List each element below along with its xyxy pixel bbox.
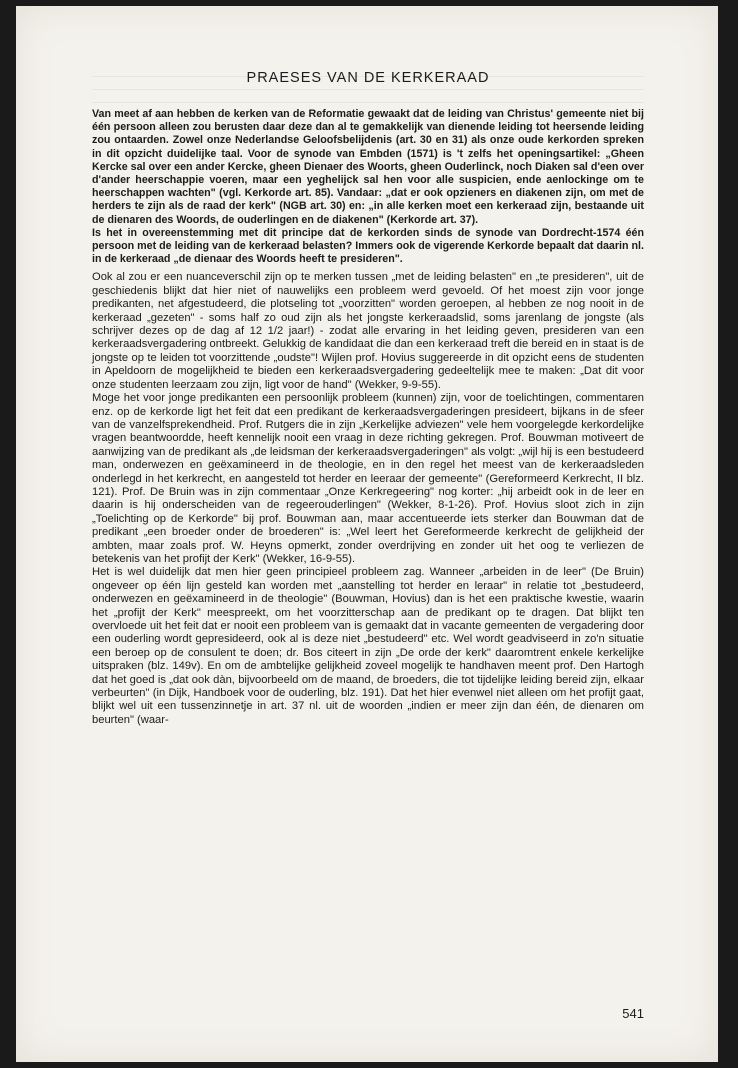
intro-paragraph-1: Van meet af aan hebben de kerken van de Reformatie gewaakt dat de leiding van Christus' gemeente niet bij één persoon alleen zou berusten daar deze dan al te gemakkelijk van dienende leiding tot heersende leiding zou ontaarden. Zowel onze Nederlandse Geloofsbelijdenis (art. 30 en 31) als onze oude kerkorden spreken in dit opzicht duidelijke taal. Voor de synode van Embden (1571) is 't zelfs het openingsartikel: „Gheen Kercke sal over een ander Kercke, gheen Dienaer des Woorts, gheen Ouderlinck, noch Diaken sal d'een over d'ander heerschappie voeren, maar een yeghelijck sal hen voor alle suspicien, ende aenlockinge om te heerschappen wachten" (vgl. Kerkorde art. 85). Vandaar: „dat er ook opzieners en diakenen zijn, om met de herders te zijn als de raad der kerk" (NGB art. 30) en: „in alle kerken moet een kerkeraad zijn, bestaande uit de dienaren des Woords, de ouderlingen en de diakenen" (Kerkorde art. 37).	[92, 108, 644, 226]
body-paragraph-1: Ook al zou er een nuanceverschil zijn op te merken tussen „met de leiding belasten" en „te presideren", uit de geschiedenis blijkt dat hier niet of nauwelijks een probleem werd gevoeld. Of het moest zijn voor jonge predikanten, net afgestudeerd, die plotseling tot „voorzitten" worden geroepen, al hebben ze nog nooit in de kerkeraad „gezeten" - soms half zo oud zijn als het jongste kerkeraadslid, soms jarenlang de jongste (als schrijver dezes op de dag af 12 1/2 jaar!) - zodat alle ervaring in het leiding geven, presideren van een kerkeraadsvergadering ontbreekt. Gelukkig de kandidaat die dan een kerkeraad treft die bereid en in staat is de jongste op te leiden tot voorzittende „oudste"! Wijlen prof. Hovius suggereerde in dit opzicht eens de studenten in Apeldoorn de mogelijkheid te bieden een kerkeraadsvergadering gedeeltelijk mee te maken: „Dat dit voor onze studenten leerzaam zou zijn, ligt voor de hand" (Wekker, 9-9-55).	[92, 271, 644, 391]
body-paragraph-2: Moge het voor jonge predikanten een persoonlijk probleem (kunnen) zijn, voor de toelichtingen, commentaren enz. op de kerkorde ligt het feit dat een predikant de kerkeraadsvergaderingen presideert, bijkans in de sfeer van de vanzelfsprekendheid. Prof. Rutgers die in zijn „Kerkelijke adviezen" vele hem voorgelegde kerkordelijke vragen beantwoordde, heeft kennelijk nooit een vraag in deze richting gekregen. Prof. Bouwman motiveert de aanwijzing van de predikant als „de leidsman der kerkeraadsvergaderingen" als volgt: „wijl hij is een bestudeerd man, onderwezen en geëxamineerd in de theologie, en in den regel het meest van de kerkeraadsleden onderlegd in het kerkrecht, en aangesteld tot herder en leeraar der gemeente" (Gereformeerd Kerkrecht, II blz. 121). Prof. De Bruin was in zijn commentaar „Onze Kerkregeering" nog korter: „hij arbeidt ook in de leer en daarin is hij onderscheiden van de regeerouderlingen" (Wekker, 8-1-26). Prof. Hovius sloot zich in zijn „Toelichting op de Kerkorde" bij prof. Bouwman aan, maar accentueerde iets sterker dan Bouwman dat de predikant „een broeder onder de broederen" is: „Wel leert het Gereformeerde kerkrecht de gelijkheid der ambten, maar zoals prof. W. Heyns opmerkt, zonder overdrijving en zonder uit het oog te verliezen de betekenis van het profijt der Kerk" (Wekker, 16-9-55).	[92, 392, 644, 565]
page-title: PRAESES VAN DE KERKERAAD	[246, 70, 490, 86]
intro-paragraph-2: Is het in overeenstemming met dit principe dat de kerkorden sinds de synode van Dordrecht-1574 één persoon met de leiding van de kerkeraad belasten? Immers ook de vigerende Kerkorde bepaalt dat daarin nl. in de kerkeraad „de dienaar des Woords heeft te presideren".	[92, 226, 644, 266]
body-paragraph-3: Het is wel duidelijk dat men hier geen principieel probleem zag. Wanneer „arbeiden in de leer" (De Bruin) ongeveer op één lijn gesteld kan worden met „aanstelling tot herder en leraar" in relatie tot „bestudeerd, onderwezen en geëxamineerd in de theologie" (Bouwman, Hovius) dan is het een praktische kwestie, waarin het „profijt der Kerk" meespreekt, om het voorzitterschap aan de predikant op te dragen. Dat blijkt ten overvloede uit het feit dat er nooit een probleem van is gemaakt dat in vacante gemeenten de vergadering door een ouderling wordt gepresideerd, ook al is deze niet „bestudeerd" etc. Wel wordt geadviseerd in zo'n situatie een beroep op de consulent te doen; dr. Bos citeert in zijn „De orde der kerk" daaromtrent enkele kerkelijke uitspraken (blz. 149v). En om de ambtelijke gelijkheid zoveel mogelijk te handhaven meent prof. Den Hartogh dat het goed is „dat ook dàn, bijvoorbeeld om de maand, de broeders, die tot tijdelijke leiding bereid zijn, elkaar verbeurten" (in Dijk, Handboek voor de ouderling, blz. 191). Dat het hier evenwel niet alleen om het profijt gaat, blijkt wel uit een tussenzinnetje in art. 37 nl. uit de woorden „indien er meer zijn dan één, de dienaren om beurten" (waar-	[92, 566, 644, 726]
page-sheet	[16, 6, 718, 1062]
page-content	[92, 70, 644, 727]
page-number: 541	[622, 1006, 644, 1021]
